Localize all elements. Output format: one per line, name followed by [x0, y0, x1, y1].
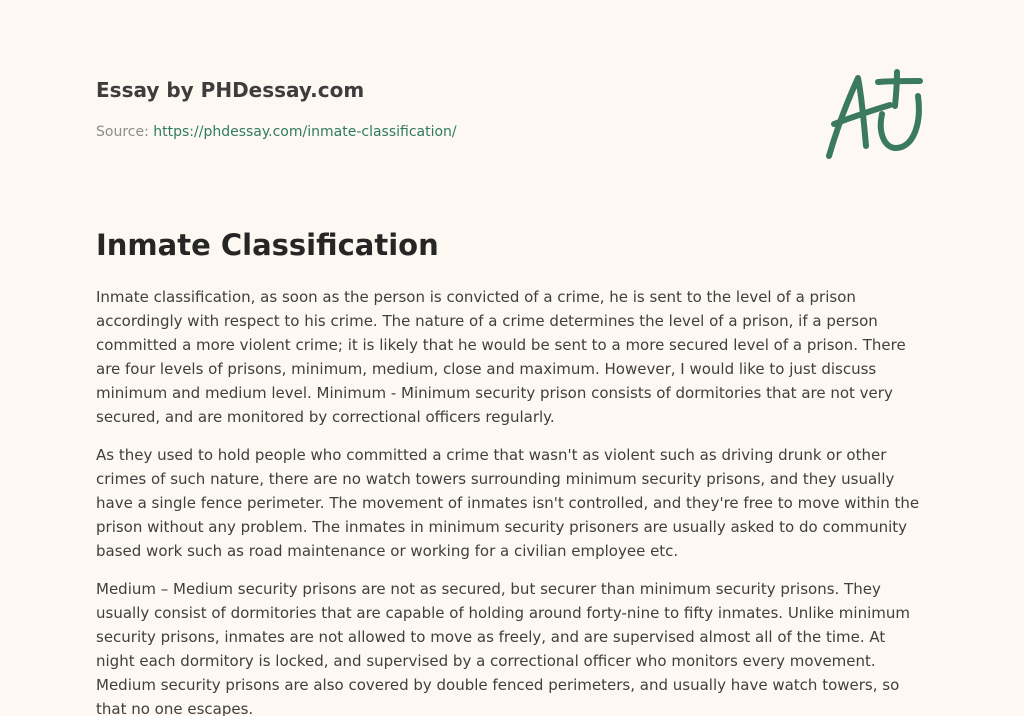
source-link[interactable]: https://phdessay.com/inmate-classification/ — [153, 124, 457, 140]
site-brand: Essay by PHDessay.com — [96, 78, 365, 102]
article-title: Inmate Classification — [96, 228, 439, 262]
paragraph: Medium – Medium security prisons are not as secured, but securer than minimum security prisons. They usually consist of dormitories that are capable of holding around forty-nine to fifty inmates. Unlike minimum security prisons, inmates are not allowed to move as freely, and are supervised almost all of the time. At night each dormitory is locked, and supervised by a correctional officer who monitors every movement. Medium security prisons are also covered by double fenced perimeters, and usually have watch towers, so that no one escapes. — [96, 580, 910, 716]
source-line — [96, 124, 457, 140]
article-body — [96, 285, 928, 716]
a-plus-logo-icon — [822, 68, 928, 166]
page-header — [96, 76, 796, 140]
paragraph: As they used to hold people who committed a crime that wasn't as violent such as driving drunk or other crimes of such nature, there are no watch towers surrounding minimum security prisons, and they usually have a single fence perimeter. The movement of inmates isn't controlled, and they're free to move within the prison without any problem. The inmates in minimum security prisoners are usually asked to do community based work such as road maintenance or working for a civilian employee etc. — [96, 446, 920, 560]
paragraph: Inmate classification, as soon as the person is convicted of a crime, he is sent to the level of a prison accordingly with respect to his crime. The nature of a crime determines the level of a prison, if a person committed a more violent crime; it is likely that he would be sent to a more secured level of a prison. There are four levels of prisons, minimum, medium, close and maximum. However, I would like to just discuss minimum and medium level. Minimum - Minimum security prison consists of dormitories that are not very secured, and are monitored by correctional officers regularly. — [96, 288, 906, 426]
source-label: Source: — [96, 124, 154, 140]
